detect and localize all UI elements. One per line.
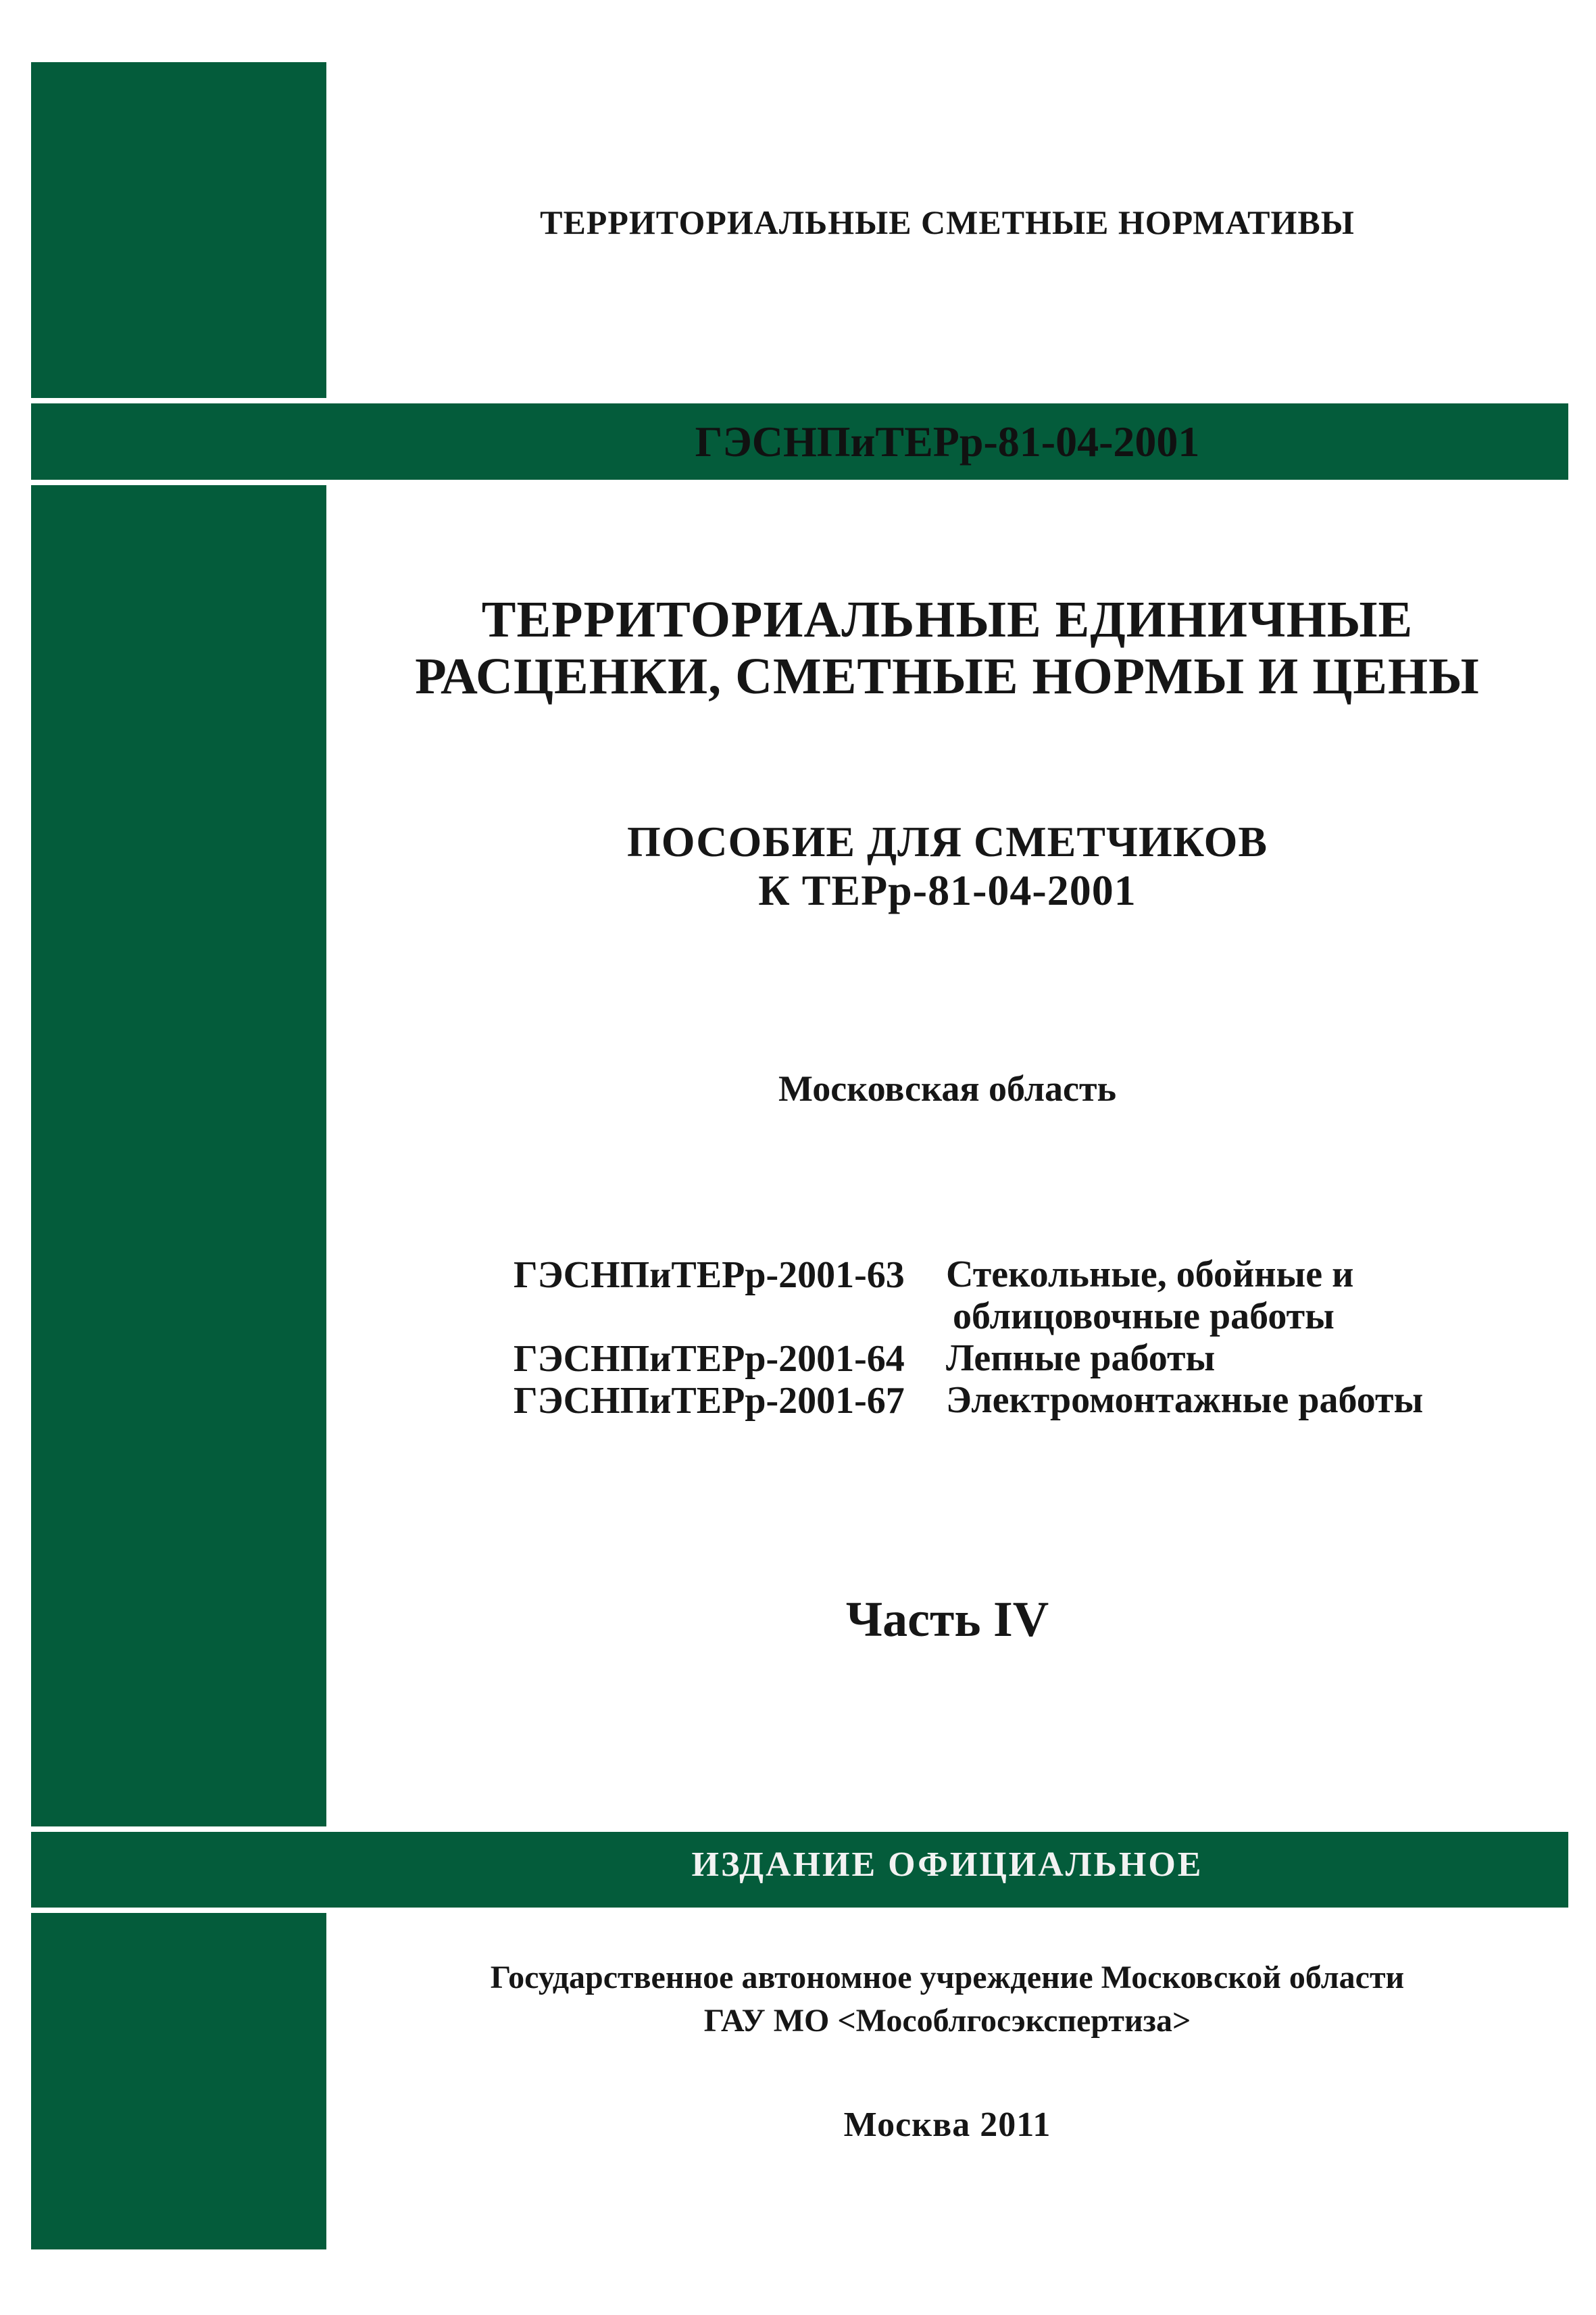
document-code: ГЭСНПиТЕРр-81-04-2001	[695, 418, 1200, 466]
main-title-line1: ТЕРРИТОРИАЛЬНЫЕ ЕДИНИЧНЫЕ	[481, 591, 1414, 648]
main-title	[326, 591, 1568, 705]
publisher-line2: ГАУ МО <Мособлгосэкспертиза>	[703, 2003, 1191, 2039]
section-name-line1: Стекольные, обойные и	[946, 1253, 1354, 1295]
green-bar-bottom	[31, 1913, 326, 2249]
publisher	[326, 1956, 1568, 2043]
official-edition-label: ИЗДАНИЕ ОФИЦИАЛЬНОЕ	[691, 1845, 1203, 1884]
section-code: ГЭСНПиТЕРр-2001-67	[514, 1380, 905, 1422]
section-name: Лепные работы	[946, 1337, 1216, 1379]
publisher-line1: Государственное автономное учреждение Московской области	[490, 1960, 1405, 1995]
section-code: ГЭСНПиТЕРр-2001-64	[514, 1338, 905, 1380]
section-code: ГЭСНПиТЕРр-2001-63	[514, 1254, 905, 1296]
section-name-line2: облицовочные работы	[953, 1295, 1335, 1337]
subtitle	[326, 818, 1568, 915]
green-bar-middle	[31, 485, 326, 1826]
series-title: ТЕРРИТОРИАЛЬНЫЕ СМЕТНЫЕ НОРМАТИВЫ	[540, 203, 1355, 241]
green-bar-top	[31, 62, 326, 398]
subtitle-line1: ПОСОБИЕ ДЛЯ СМЕТЧИКОВ	[626, 818, 1268, 866]
main-title-line2: РАСЦЕНКИ, СМЕТНЫЕ НОРМЫ И ЦЕНЫ	[415, 648, 1480, 705]
part-number: Часть IV	[845, 1592, 1049, 1647]
subtitle-line2: К ТЕРр-81-04-2001	[758, 866, 1137, 914]
section-name	[946, 1253, 1353, 1337]
city-year: Москва 2011	[843, 2106, 1051, 2144]
region: Московская область	[778, 1068, 1117, 1109]
section-name: Электромонтажные работы	[946, 1379, 1424, 1421]
